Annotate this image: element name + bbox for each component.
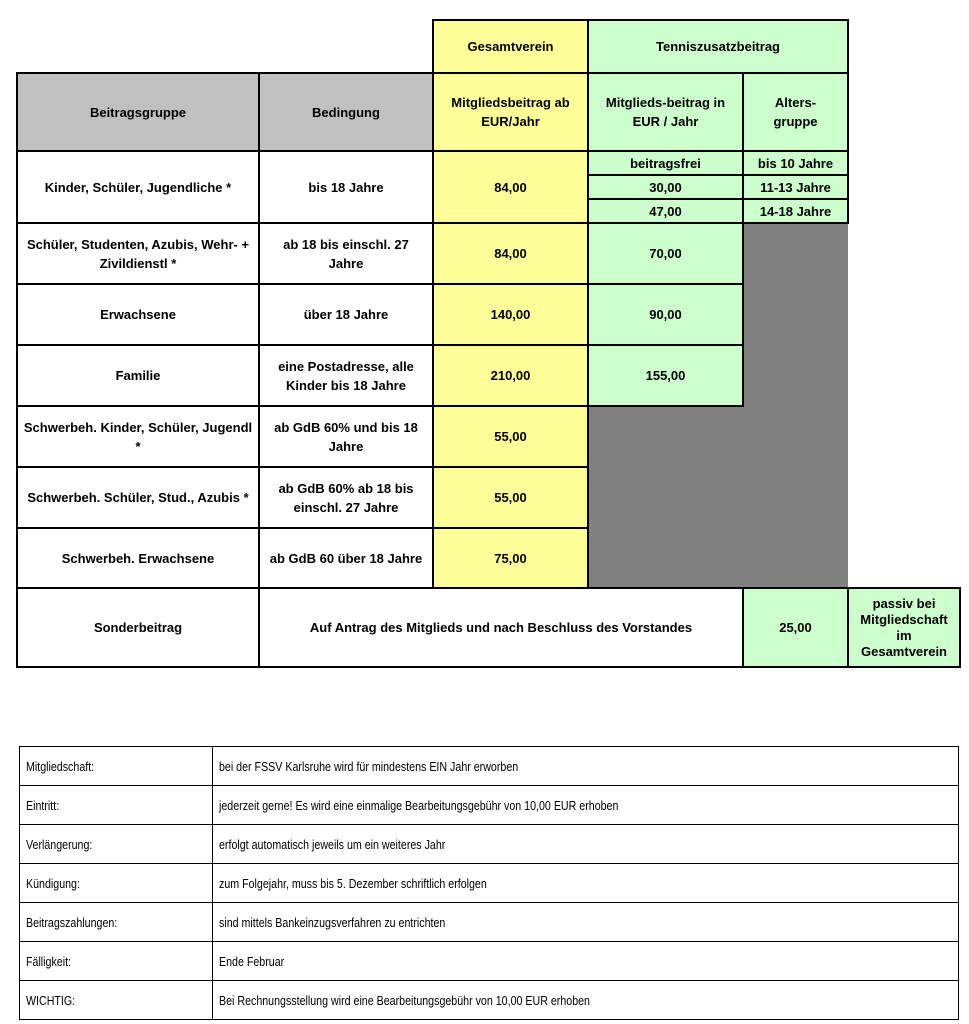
- header-tenniszusatzbeitrag: Tenniszusatzbeitrag: [587, 19, 849, 74]
- info-value: Ende Februar: [219, 953, 285, 969]
- sonder-bedingung: Auf Antrag des Mitglieds und nach Beschluss des Vorstandes: [258, 587, 744, 668]
- info-key: Fälligkeit:: [26, 953, 72, 969]
- empty-area-alter: [742, 221, 848, 405]
- info-key: Mitgliedschaft:: [26, 758, 95, 774]
- header-mitgliedsbeitrag: Mitgliedsbeitrag ab EUR/Jahr: [432, 72, 589, 152]
- row-4-gruppe: Familie: [16, 344, 260, 407]
- row-1-alter-3: 14-18 Jahre: [742, 198, 849, 224]
- row-2-beitrag: 84,00: [432, 222, 589, 285]
- row-1-tennis-3: 47,00: [587, 198, 744, 224]
- info-row: [20, 864, 959, 903]
- info-row: [20, 825, 959, 864]
- row-5-bedingung: ab GdB 60% und bis 18 Jahre: [258, 405, 434, 468]
- row-1-alter-2: 11-13 Jahre: [742, 174, 849, 200]
- info-key: Verlängerung:: [26, 836, 93, 852]
- sonder-note: passiv bei Mitgliedschaft im Gesamtverein: [847, 587, 961, 668]
- row-3-bedingung: über 18 Jahre: [258, 283, 434, 346]
- row-3-beitrag: 140,00: [432, 283, 589, 346]
- row-1-alter-1: bis 10 Jahre: [742, 150, 849, 176]
- row-6-gruppe: Schwerbeh. Schüler, Stud., Azubis *: [16, 466, 260, 529]
- header-altersgruppe: Alters-gruppe: [742, 72, 849, 152]
- row-2-tennis: 70,00: [587, 222, 744, 285]
- info-value: bei der FSSV Karlsruhe wird für mindestens EIN Jahr erworben: [219, 758, 519, 774]
- row-6-bedingung: ab GdB 60% ab 18 bis einschl. 27 Jahre: [258, 466, 434, 529]
- info-value: sind mittels Bankeinzugsverfahren zu entrichten: [219, 914, 446, 930]
- row-2-bedingung: ab 18 bis einschl. 27 Jahre: [258, 222, 434, 285]
- info-row: [20, 786, 959, 825]
- row-4-bedingung: eine Postadresse, alle Kinder bis 18 Jahre: [258, 344, 434, 407]
- info-row: [20, 981, 959, 1020]
- header-bedingung: Bedingung: [258, 72, 434, 152]
- info-table: [19, 746, 959, 1020]
- info-key: Eintritt:: [26, 797, 60, 813]
- header-tennis-beitrag: Mitglieds-beitrag in EUR / Jahr: [587, 72, 744, 152]
- row-1-bedingung: bis 18 Jahre: [258, 150, 434, 224]
- row-7-beitrag: 75,00: [432, 527, 589, 589]
- row-1-tennis-2: 30,00: [587, 174, 744, 200]
- row-7-bedingung: ab GdB 60 über 18 Jahre: [258, 527, 434, 589]
- info-value: Bei Rechnungsstellung wird eine Bearbeitungsgebühr von 10,00 EUR erhoben: [219, 992, 590, 1008]
- empty-area-tennis: [588, 404, 848, 587]
- row-4-beitrag: 210,00: [432, 344, 589, 407]
- info-value: jederzeit gerne! Es wird eine einmalige Bearbeitungsgebühr von 10,00 EUR erhoben: [219, 797, 619, 813]
- row-1-tennis-1: beitragsfrei: [587, 150, 744, 176]
- info-key: WICHTIG:: [26, 992, 76, 1008]
- info-row: [20, 942, 959, 981]
- header-gesamtverein: Gesamtverein: [432, 19, 589, 74]
- row-4-tennis: 155,00: [587, 344, 744, 407]
- info-key: Beitragszahlungen:: [26, 914, 118, 930]
- row-6-beitrag: 55,00: [432, 466, 589, 529]
- row-3-gruppe: Erwachsene: [16, 283, 260, 346]
- info-value: erfolgt automatisch jeweils um ein weiteres Jahr: [219, 836, 446, 852]
- row-2-gruppe: Schüler, Studenten, Azubis, Wehr- + Zivildienstl *: [16, 222, 260, 285]
- row-3-tennis: 90,00: [587, 283, 744, 346]
- row-5-gruppe: Schwerbeh. Kinder, Schüler, Jugendl *: [16, 405, 260, 468]
- sonder-beitrag: 25,00: [742, 587, 849, 668]
- row-7-gruppe: Schwerbeh. Erwachsene: [16, 527, 260, 589]
- info-row: [20, 747, 959, 786]
- row-1-beitrag: 84,00: [432, 150, 589, 224]
- info-value: zum Folgejahr, muss bis 5. Dezember schriftlich erfolgen: [219, 875, 487, 891]
- row-5-beitrag: 55,00: [432, 405, 589, 468]
- sonder-gruppe: Sonderbeitrag: [16, 587, 260, 668]
- info-row: [20, 903, 959, 942]
- header-beitragsgruppe: Beitragsgruppe: [16, 72, 260, 152]
- info-key: Kündigung:: [26, 875, 80, 891]
- row-1-gruppe: Kinder, Schüler, Jugendliche *: [16, 150, 260, 224]
